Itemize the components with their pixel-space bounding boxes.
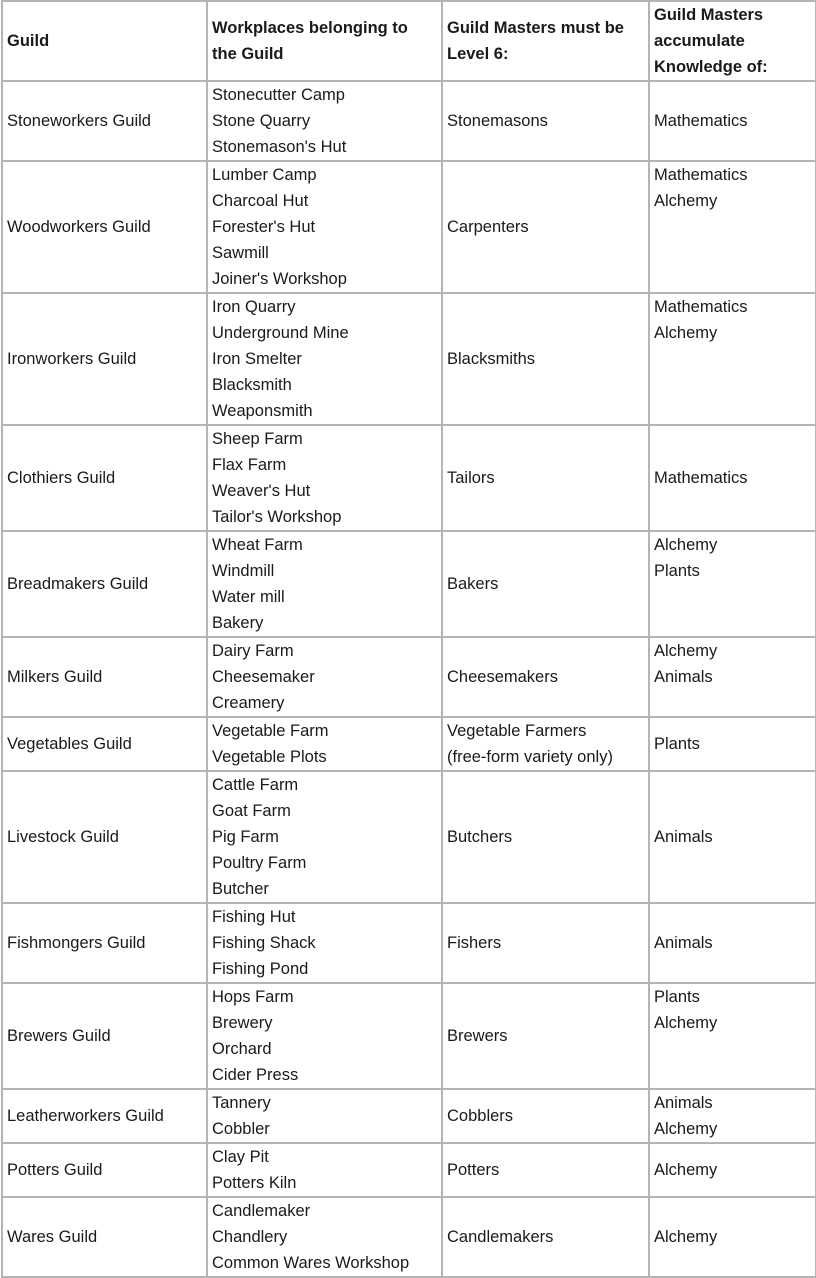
masters-cell-line: Potters (447, 1161, 500, 1179)
knowledge-cell (649, 531, 816, 637)
knowledge-cell (649, 1143, 816, 1197)
workplaces-cell (207, 161, 442, 293)
masters-cell (442, 983, 649, 1089)
knowledge-cell (649, 1197, 816, 1277)
table-row (2, 717, 816, 771)
masters-cell (442, 1143, 649, 1197)
knowledge-cell-line: Alchemy (654, 1228, 718, 1246)
workplaces-cell-line: Charcoal Hut (212, 192, 309, 210)
workplaces-cell-line: Hops Farm (212, 988, 294, 1006)
masters-cell (442, 1089, 649, 1143)
workplaces-cell-line: Pig Farm (212, 828, 279, 846)
workplaces-cell-line: Brewery (212, 1014, 273, 1032)
workplaces-cell-line: Tannery (212, 1094, 271, 1112)
header-knowledge: Guild Masters accumulate Knowledge of: (649, 1, 816, 81)
workplaces-cell-line: Tailor's Workshop (212, 508, 342, 526)
workplaces-cell-line: Fishing Shack (212, 934, 316, 952)
header-row (2, 1, 816, 81)
knowledge-cell (649, 1089, 816, 1143)
table-row (2, 1089, 816, 1143)
workplaces-cell (207, 903, 442, 983)
masters-cell (442, 293, 649, 425)
masters-cell-line: Stonemasons (447, 112, 548, 130)
knowledge-cell (649, 717, 816, 771)
workplaces-cell (207, 531, 442, 637)
masters-cell-line: Vegetable Farmers (447, 722, 587, 740)
workplaces-cell (207, 637, 442, 717)
masters-cell-line: Candlemakers (447, 1228, 554, 1246)
workplaces-cell-line: Cheesemaker (212, 668, 315, 686)
masters-cell (442, 903, 649, 983)
workplaces-cell (207, 983, 442, 1089)
knowledge-cell-line: Animals (654, 828, 713, 846)
masters-cell-line: Fishers (447, 934, 502, 952)
knowledge-cell-line: Alchemy (654, 192, 718, 210)
workplaces-cell-line: Vegetable Farm (212, 722, 329, 740)
workplaces-cell-line: Water mill (212, 588, 285, 606)
masters-cell (442, 81, 649, 161)
workplaces-cell-line: Underground Mine (212, 324, 349, 342)
workplaces-cell-line: Orchard (212, 1040, 272, 1058)
table-row (2, 293, 816, 425)
workplaces-cell (207, 425, 442, 531)
workplaces-cell-line: Cobbler (212, 1120, 270, 1138)
workplaces-cell (207, 1089, 442, 1143)
workplaces-cell-line: Joiner's Workshop (212, 270, 347, 288)
workplaces-cell-line: Chandlery (212, 1228, 288, 1246)
masters-cell (442, 771, 649, 903)
masters-cell (442, 1197, 649, 1277)
masters-cell-line: Bakers (447, 575, 499, 593)
workplaces-cell (207, 717, 442, 771)
guild-name-cell: Stoneworkers Guild (2, 81, 207, 161)
knowledge-cell-line: Alchemy (654, 1161, 718, 1179)
workplaces-cell-line: Creamery (212, 694, 285, 712)
guild-name-cell: Wares Guild (2, 1197, 207, 1277)
header-masters-level: Guild Masters must be Level 6: (442, 1, 649, 81)
guild-name-cell: Vegetables Guild (2, 717, 207, 771)
knowledge-cell (649, 161, 816, 293)
masters-cell-line: (free-form variety only) (447, 748, 613, 766)
workplaces-cell-line: Clay Pit (212, 1148, 269, 1166)
workplaces-cell-line: Forester's Hut (212, 218, 316, 236)
knowledge-cell-line: Alchemy (654, 536, 718, 554)
knowledge-cell (649, 771, 816, 903)
guild-name-cell: Brewers Guild (2, 983, 207, 1089)
workplaces-cell-line: Butcher (212, 880, 269, 898)
knowledge-cell-line: Plants (654, 735, 700, 753)
knowledge-cell-line: Plants (654, 988, 700, 1006)
workplaces-cell-line: Iron Smelter (212, 350, 302, 368)
masters-cell-line: Butchers (447, 828, 513, 846)
knowledge-cell-line: Alchemy (654, 642, 718, 660)
guild-name-cell: Potters Guild (2, 1143, 207, 1197)
knowledge-cell-line: Alchemy (654, 1120, 718, 1138)
workplaces-cell-line: Candlemaker (212, 1202, 311, 1220)
workplaces-cell-line: Stonemason's Hut (212, 138, 347, 156)
knowledge-cell (649, 983, 816, 1089)
table-body (2, 81, 816, 1277)
masters-cell (442, 531, 649, 637)
workplaces-cell-line: Windmill (212, 562, 275, 580)
table-row (2, 771, 816, 903)
guild-table (1, 0, 816, 1278)
workplaces-cell-line: Potters Kiln (212, 1174, 297, 1192)
table-row (2, 1197, 816, 1277)
table-row (2, 1143, 816, 1197)
knowledge-cell (649, 293, 816, 425)
masters-cell (442, 717, 649, 771)
table-row (2, 81, 816, 161)
workplaces-cell-line: Flax Farm (212, 456, 287, 474)
workplaces-cell-line: Lumber Camp (212, 166, 317, 184)
workplaces-cell-line: Stonecutter Camp (212, 86, 345, 104)
workplaces-cell (207, 771, 442, 903)
knowledge-cell-line: Plants (654, 562, 700, 580)
masters-cell (442, 637, 649, 717)
workplaces-cell-line: Poultry Farm (212, 854, 307, 872)
workplaces-cell-line: Common Wares Workshop (212, 1254, 410, 1272)
workplaces-cell-line: Wheat Farm (212, 536, 303, 554)
knowledge-cell-line: Mathematics (654, 298, 748, 316)
guild-name-cell: Clothiers Guild (2, 425, 207, 531)
knowledge-cell (649, 637, 816, 717)
masters-cell-line: Tailors (447, 469, 495, 487)
header-guild: Guild (2, 1, 207, 81)
masters-cell-line: Blacksmiths (447, 350, 536, 368)
knowledge-cell (649, 81, 816, 161)
knowledge-cell-line: Alchemy (654, 1014, 718, 1032)
workplaces-cell-line: Iron Quarry (212, 298, 296, 316)
workplaces-cell-line: Fishing Pond (212, 960, 309, 978)
workplaces-cell-line: Sheep Farm (212, 430, 303, 448)
masters-cell (442, 161, 649, 293)
knowledge-cell (649, 425, 816, 531)
knowledge-cell-line: Mathematics (654, 112, 748, 130)
guild-name-cell: Woodworkers Guild (2, 161, 207, 293)
knowledge-cell-line: Mathematics (654, 469, 748, 487)
table-row (2, 161, 816, 293)
guild-name-cell: Breadmakers Guild (2, 531, 207, 637)
workplaces-cell (207, 1197, 442, 1277)
workplaces-cell-line: Blacksmith (212, 376, 292, 394)
workplaces-cell (207, 81, 442, 161)
masters-cell-line: Cobblers (447, 1107, 514, 1125)
table-row (2, 425, 816, 531)
table-row (2, 531, 816, 637)
table-row (2, 903, 816, 983)
guild-name-cell: Milkers Guild (2, 637, 207, 717)
masters-cell-line: Carpenters (447, 218, 529, 236)
guild-name-cell: Leatherworkers Guild (2, 1089, 207, 1143)
knowledge-cell-line: Alchemy (654, 324, 718, 342)
guild-name-cell: Fishmongers Guild (2, 903, 207, 983)
workplaces-cell (207, 293, 442, 425)
table-row (2, 637, 816, 717)
knowledge-cell-line: Animals (654, 1094, 713, 1112)
workplaces-cell-line: Stone Quarry (212, 112, 311, 130)
workplaces-cell-line: Cattle Farm (212, 776, 299, 794)
workplaces-cell-line: Weaponsmith (212, 402, 313, 420)
masters-cell-line: Cheesemakers (447, 668, 558, 686)
masters-cell (442, 425, 649, 531)
guild-name-cell: Livestock Guild (2, 771, 207, 903)
workplaces-cell-line: Weaver's Hut (212, 482, 311, 500)
table-row (2, 983, 816, 1089)
header-workplaces: Workplaces belonging to the Guild (207, 1, 442, 81)
knowledge-cell-line: Mathematics (654, 166, 748, 184)
workplaces-cell-line: Cider Press (212, 1066, 299, 1084)
workplaces-cell-line: Dairy Farm (212, 642, 294, 660)
workplaces-cell-line: Vegetable Plots (212, 748, 327, 766)
guild-name-cell: Ironworkers Guild (2, 293, 207, 425)
workplaces-cell-line: Goat Farm (212, 802, 291, 820)
workplaces-cell-line: Bakery (212, 614, 264, 632)
workplaces-cell-line: Fishing Hut (212, 908, 296, 926)
masters-cell-line: Brewers (447, 1027, 508, 1045)
workplaces-cell-line: Sawmill (212, 244, 269, 262)
workplaces-cell (207, 1143, 442, 1197)
knowledge-cell-line: Animals (654, 934, 713, 952)
knowledge-cell (649, 903, 816, 983)
knowledge-cell-line: Animals (654, 668, 713, 686)
